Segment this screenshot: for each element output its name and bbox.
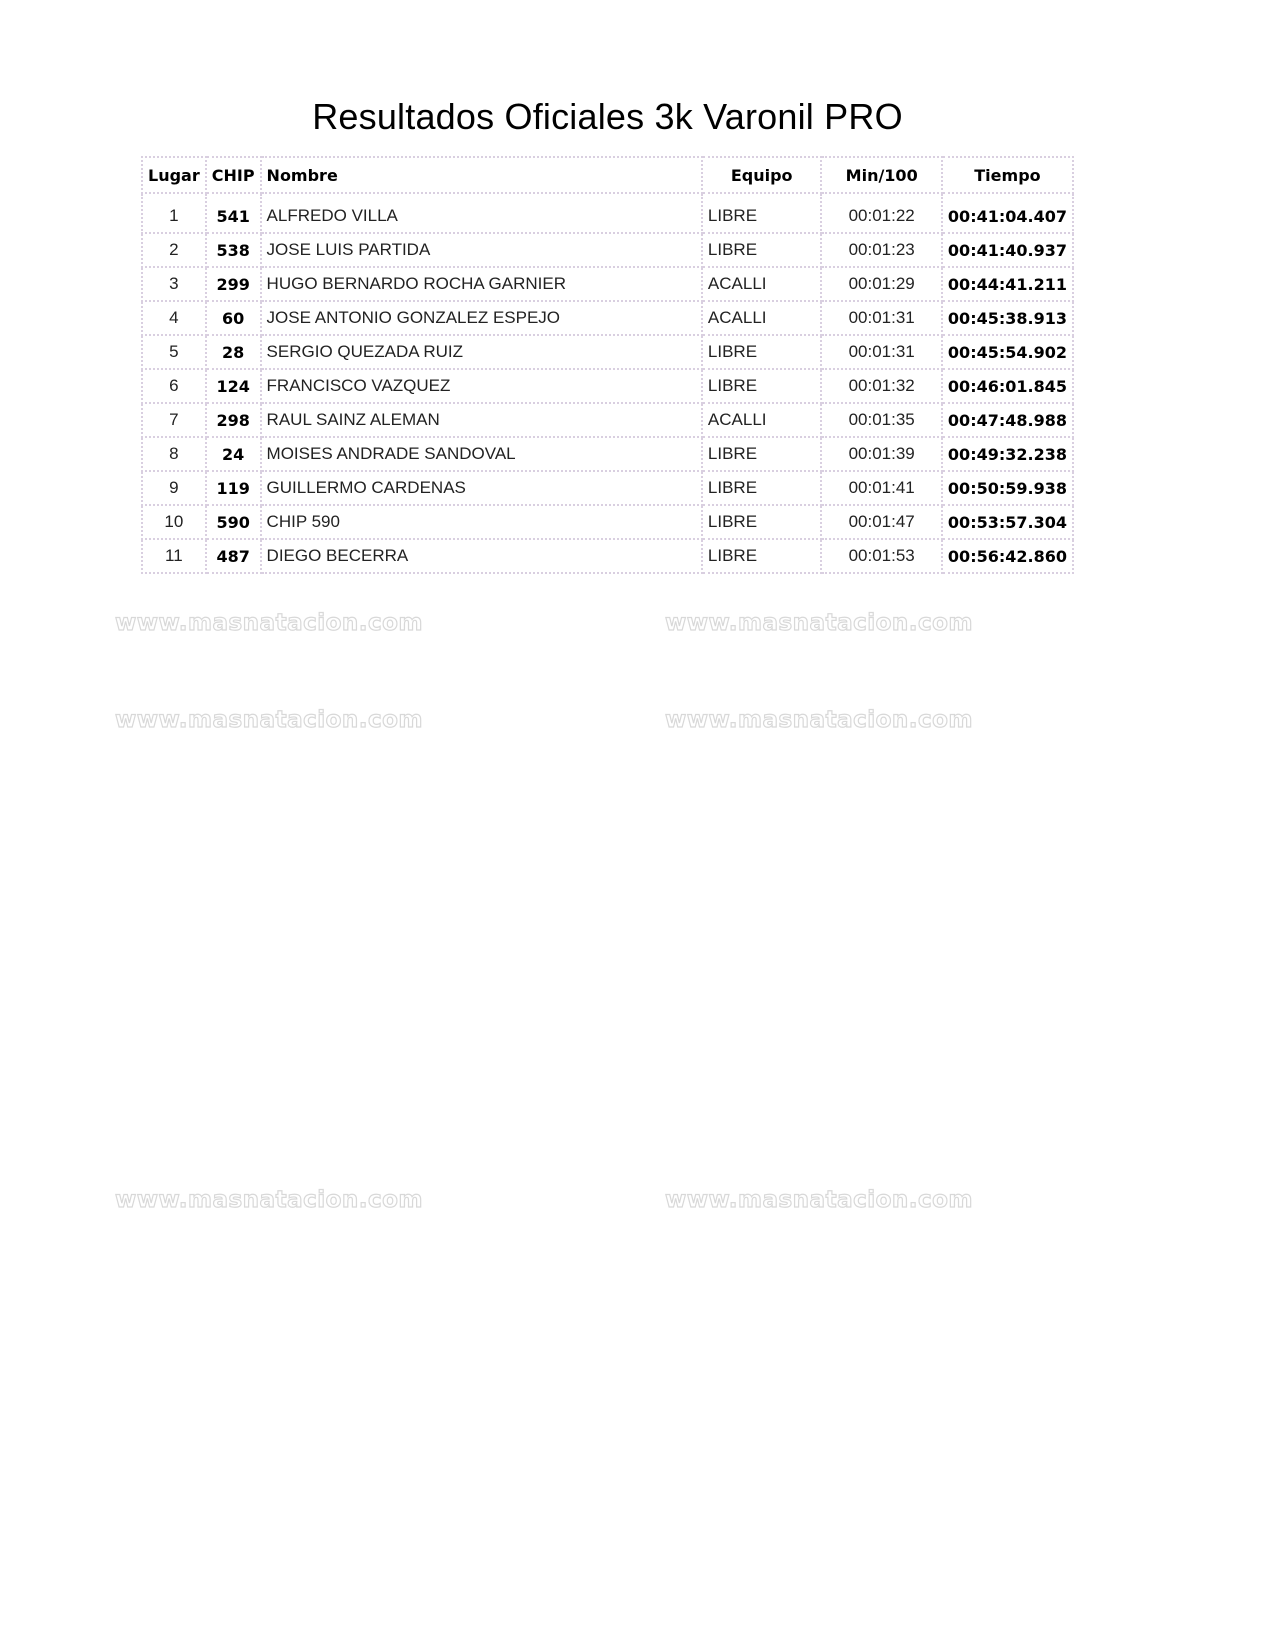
table-row <box>142 505 1073 539</box>
cell-lugar: 11 <box>142 539 206 573</box>
cell-chip: 538 <box>206 233 261 267</box>
cell-chip: 487 <box>206 539 261 573</box>
cell-min100: 00:01:39 <box>821 437 941 471</box>
cell-tiempo: 00:41:04.407 <box>942 193 1073 233</box>
table-row <box>142 193 1073 233</box>
cell-lugar: 3 <box>142 267 206 301</box>
cell-min100: 00:01:29 <box>821 267 941 301</box>
cell-nombre: JOSE LUIS PARTIDA <box>261 233 702 267</box>
col-nombre: Nombre <box>261 157 702 193</box>
cell-chip: 60 <box>206 301 261 335</box>
watermark: www.masnatacion.com <box>115 610 423 636</box>
watermark: www.masnatacion.com <box>665 610 973 636</box>
table-row <box>142 233 1073 267</box>
cell-equipo: ACALLI <box>702 267 822 301</box>
cell-nombre: MOISES ANDRADE SANDOVAL <box>261 437 702 471</box>
cell-chip: 541 <box>206 193 261 233</box>
cell-lugar: 5 <box>142 335 206 369</box>
table-row <box>142 335 1073 369</box>
cell-tiempo: 00:45:38.913 <box>942 301 1073 335</box>
cell-nombre: DIEGO BECERRA <box>261 539 702 573</box>
cell-min100: 00:01:35 <box>821 403 941 437</box>
cell-chip: 299 <box>206 267 261 301</box>
table-row <box>142 267 1073 301</box>
cell-nombre: CHIP 590 <box>261 505 702 539</box>
cell-min100: 00:01:31 <box>821 335 941 369</box>
cell-chip: 298 <box>206 403 261 437</box>
cell-chip: 119 <box>206 471 261 505</box>
cell-min100: 00:01:41 <box>821 471 941 505</box>
col-chip: CHIP <box>206 157 261 193</box>
cell-chip: 24 <box>206 437 261 471</box>
cell-lugar: 9 <box>142 471 206 505</box>
cell-chip: 590 <box>206 505 261 539</box>
table-row <box>142 471 1073 505</box>
results-table <box>141 156 1074 574</box>
cell-tiempo: 00:56:42.860 <box>942 539 1073 573</box>
col-min100: Min/100 <box>821 157 941 193</box>
table-row <box>142 539 1073 573</box>
cell-tiempo: 00:46:01.845 <box>942 369 1073 403</box>
cell-nombre: JOSE ANTONIO GONZALEZ ESPEJO <box>261 301 702 335</box>
table-row <box>142 437 1073 471</box>
cell-equipo: LIBRE <box>702 539 822 573</box>
cell-chip: 28 <box>206 335 261 369</box>
cell-tiempo: 00:44:41.211 <box>942 267 1073 301</box>
cell-lugar: 8 <box>142 437 206 471</box>
cell-tiempo: 00:53:57.304 <box>942 505 1073 539</box>
watermark: www.masnatacion.com <box>115 707 423 733</box>
cell-equipo: LIBRE <box>702 505 822 539</box>
cell-nombre: RAUL SAINZ ALEMAN <box>261 403 702 437</box>
cell-equipo: LIBRE <box>702 471 822 505</box>
cell-equipo: LIBRE <box>702 335 822 369</box>
cell-nombre: GUILLERMO CARDENAS <box>261 471 702 505</box>
cell-nombre: HUGO BERNARDO ROCHA GARNIER <box>261 267 702 301</box>
col-lugar: Lugar <box>142 157 206 193</box>
cell-tiempo: 00:45:54.902 <box>942 335 1073 369</box>
cell-nombre: FRANCISCO VAZQUEZ <box>261 369 702 403</box>
cell-lugar: 2 <box>142 233 206 267</box>
cell-tiempo: 00:47:48.988 <box>942 403 1073 437</box>
table-row <box>142 301 1073 335</box>
table-row <box>142 369 1073 403</box>
cell-nombre: ALFREDO VILLA <box>261 193 702 233</box>
cell-equipo: LIBRE <box>702 437 822 471</box>
cell-lugar: 4 <box>142 301 206 335</box>
cell-equipo: ACALLI <box>702 403 822 437</box>
cell-lugar: 10 <box>142 505 206 539</box>
col-equipo: Equipo <box>702 157 822 193</box>
cell-min100: 00:01:23 <box>821 233 941 267</box>
cell-min100: 00:01:32 <box>821 369 941 403</box>
cell-tiempo: 00:41:40.937 <box>942 233 1073 267</box>
cell-min100: 00:01:47 <box>821 505 941 539</box>
cell-equipo: ACALLI <box>702 301 822 335</box>
cell-lugar: 1 <box>142 193 206 233</box>
cell-min100: 00:01:31 <box>821 301 941 335</box>
table-row <box>142 403 1073 437</box>
cell-chip: 124 <box>206 369 261 403</box>
watermark: www.masnatacion.com <box>665 1187 973 1213</box>
cell-lugar: 7 <box>142 403 206 437</box>
cell-lugar: 6 <box>142 369 206 403</box>
col-tiempo: Tiempo <box>942 157 1073 193</box>
cell-equipo: LIBRE <box>702 369 822 403</box>
cell-min100: 00:01:53 <box>821 539 941 573</box>
cell-min100: 00:01:22 <box>821 193 941 233</box>
page-title: Resultados Oficiales 3k Varonil PRO <box>312 96 903 137</box>
watermark: www.masnatacion.com <box>115 1187 423 1213</box>
table-header-row <box>142 157 1073 193</box>
cell-nombre: SERGIO QUEZADA RUIZ <box>261 335 702 369</box>
watermark: www.masnatacion.com <box>665 707 973 733</box>
cell-equipo: LIBRE <box>702 193 822 233</box>
cell-tiempo: 00:50:59.938 <box>942 471 1073 505</box>
cell-equipo: LIBRE <box>702 233 822 267</box>
cell-tiempo: 00:49:32.238 <box>942 437 1073 471</box>
